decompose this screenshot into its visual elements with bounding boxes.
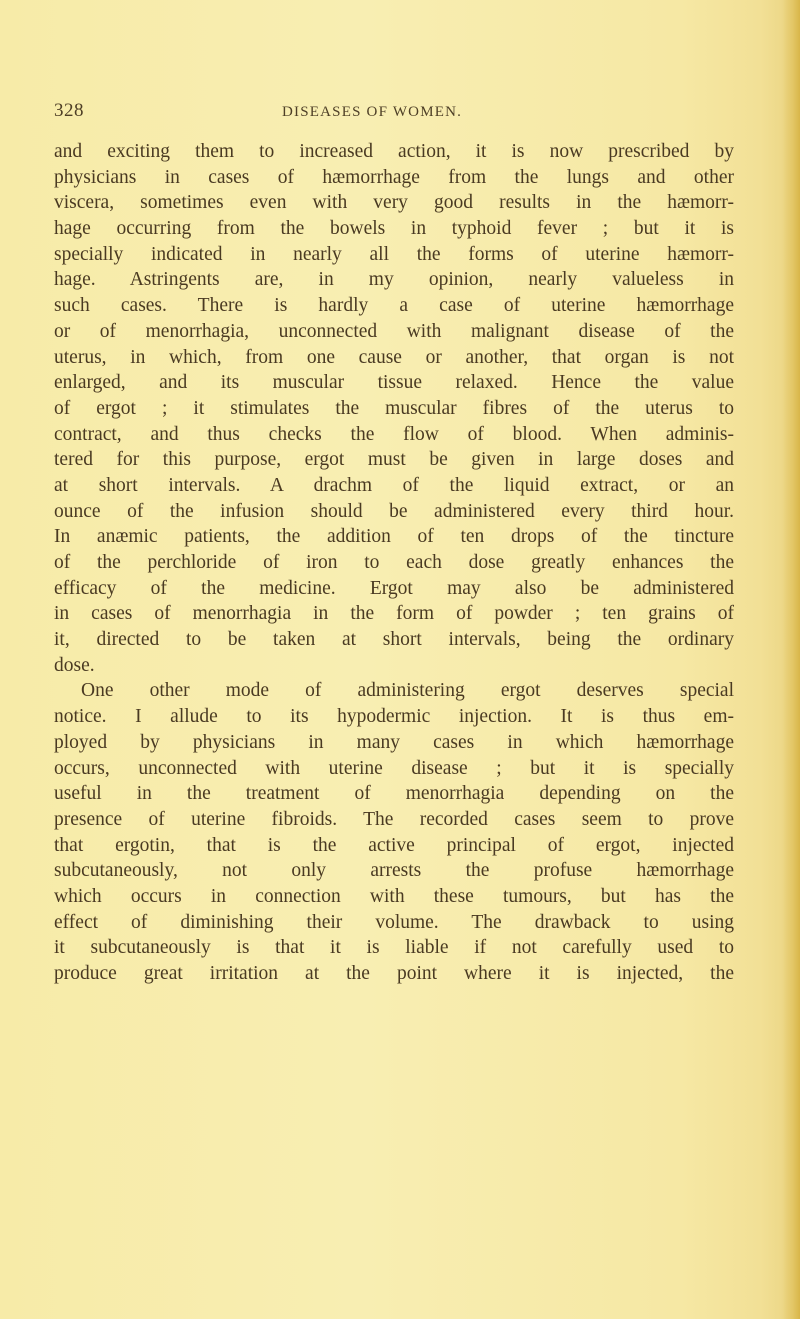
- text-line: One other mode of administering ergot deserves special: [81, 680, 734, 702]
- running-head: [54, 100, 734, 122]
- text-line: ployed by physicians in many cases in which hæmorrhage: [54, 731, 734, 753]
- text-line: presence of uterine fibroids. The recorded cases seem to prove: [54, 808, 734, 830]
- text-line: such cases. There is hardly a case of uterine hæmorrhage: [54, 295, 734, 317]
- text-line: specially indicated in nearly all the forms of uterine hæmorr-: [54, 243, 734, 265]
- page-number: 328: [54, 100, 84, 121]
- text-line: In anæmic patients, the addition of ten drops of the tincture: [54, 526, 734, 548]
- text-line: notice. I allude to its hypodermic injection. It is thus em-: [54, 706, 734, 728]
- text-line: of the perchloride of iron to each dose greatly enhances the: [54, 552, 734, 573]
- text-line: physicians in cases of hæmorrhage from the lungs and other: [54, 166, 734, 188]
- running-title: DISEASES OF WOMEN.: [282, 104, 463, 120]
- text-line: dose.: [54, 654, 95, 676]
- text-line: in cases of menorrhagia in the form of powder ; ten grains of: [54, 603, 734, 625]
- text-line: efficacy of the medicine. Ergot may also be administered: [54, 577, 734, 599]
- text-line: tered for this purpose, ergot must be given in large doses and: [54, 449, 734, 471]
- page-gutter-shadow: [782, 0, 800, 1319]
- text-line: or of menorrhagia, unconnected with malignant disease of the: [54, 320, 734, 342]
- text-line: of ergot ; it stimulates the muscular fibres of the uterus to: [54, 397, 734, 419]
- text-line: it, directed to be taken at short intervals, being the ordinary: [54, 629, 734, 651]
- text-line: subcutaneously, not only arrests the profuse hæmorrhage: [54, 860, 734, 882]
- text-line: uterus, in which, from one cause or another, that organ is not: [54, 346, 734, 368]
- text-line: produce great irritation at the point where it is injected, the: [54, 963, 734, 984]
- text-line: viscera, sometimes even with very good results in the hæmorr-: [54, 192, 734, 214]
- text-line: useful in the treatment of menorrhagia depending on the: [54, 783, 734, 805]
- text-line: and exciting them to increased action, it is now prescribed by: [54, 141, 734, 162]
- text-line: effect of diminishing their volume. The drawback to using: [54, 911, 734, 933]
- text-line: hage occurring from the bowels in typhoid fever ; but it is: [54, 218, 734, 240]
- text-line: which occurs in connection with these tumours, but has the: [54, 885, 734, 907]
- text-line: contract, and thus checks the flow of blood. When adminis-: [54, 423, 734, 445]
- text-line: occurs, unconnected with uterine disease ; but it is specially: [54, 757, 734, 779]
- text-line: enlarged, and its muscular tissue relaxed. Hence the value: [54, 372, 734, 394]
- text-line: hage. Astringents are, in my opinion, nearly valueless in: [54, 269, 734, 291]
- text-line: that ergotin, that is the active principal of ergot, injected: [54, 834, 734, 856]
- text-line: at short intervals. A drachm of the liquid extract, or an: [54, 474, 734, 496]
- body-text: [54, 139, 734, 987]
- text-line: it subcutaneously is that it is liable if not carefully used to: [54, 937, 734, 959]
- text-line: ounce of the infusion should be administered every third hour.: [54, 500, 734, 522]
